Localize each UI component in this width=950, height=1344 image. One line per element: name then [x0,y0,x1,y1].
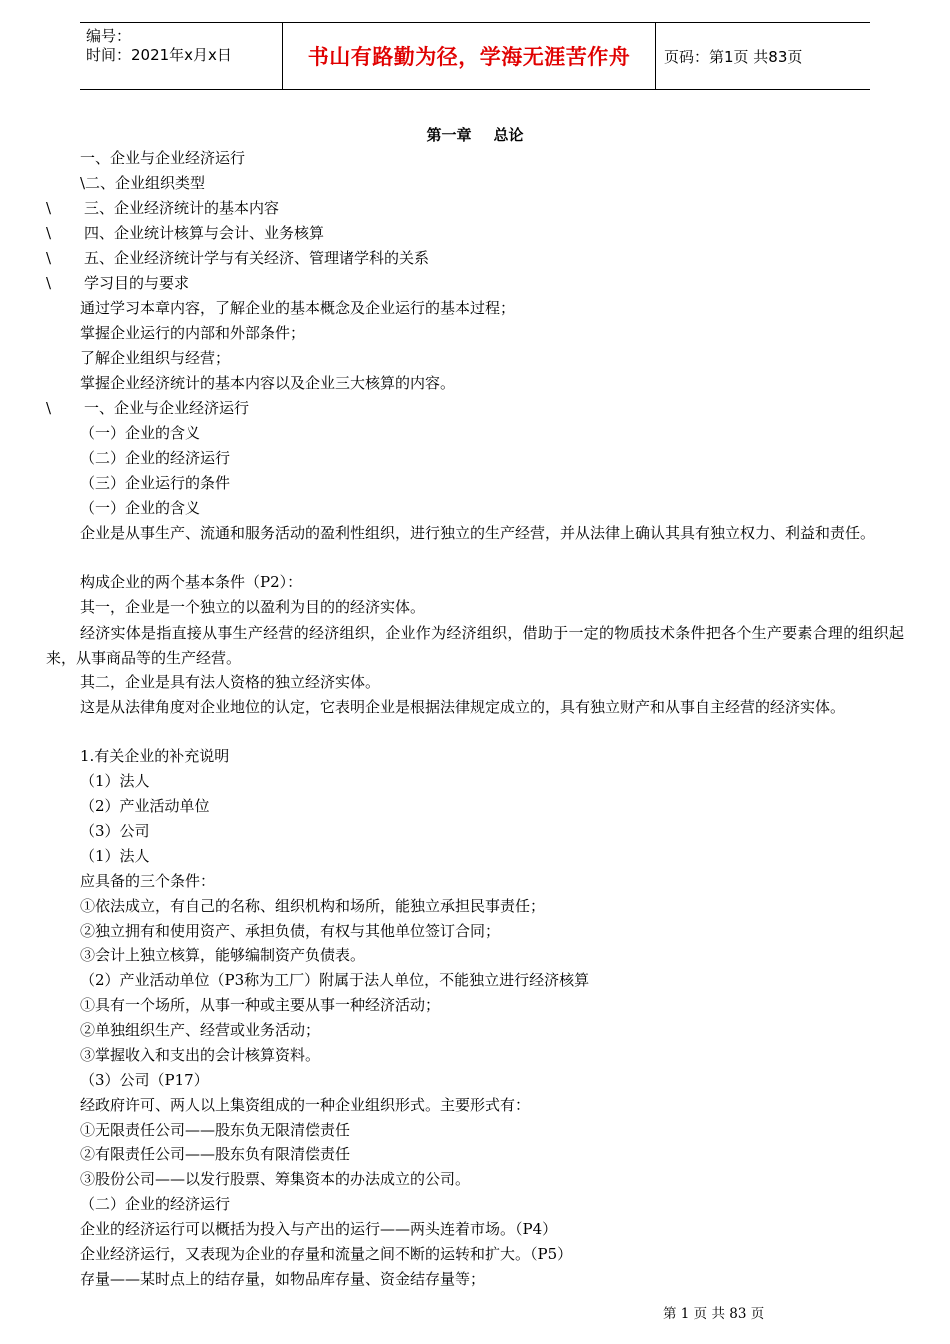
text-line: （3）公司（P17） [80,1071,209,1089]
document-header [80,22,870,90]
text-line: （一）企业的含义 [80,499,201,517]
text-line: 应具备的三个条件： [80,872,216,890]
outline-marker: \ [46,399,52,417]
text-line: （二）企业的经济运行 [80,1195,231,1213]
section-heading: 一、企业与企业经济运行 [84,399,250,417]
text-line: （1）法人 [80,847,150,865]
text-line: ③会计上独立核算，能够编制资产负债表。 [80,946,366,964]
text-line: （1）法人 [80,772,150,790]
text-line: 了解企业组织与经营； [80,349,231,367]
chapter-name: 总论 [493,126,524,144]
paragraph: 这是从法律角度对企业地位的认定，它表明企业是根据法律规定成立的，具有独立财产和从事自主经营的经济实体。 [80,698,846,716]
outline-item: \二、企业组织类型 [80,174,206,192]
text-line: 企业的经济运行可以概括为投入与产出的运行——两头连着市场。（P4） [80,1220,558,1238]
text-line: ②有限责任公司——股东负有限清偿责任 [80,1145,351,1163]
outline-item: 三、企业经济统计的基本内容 [84,199,280,217]
page-footer: 第 1 页 共 83 页 [663,1306,765,1322]
text-line: （2）产业活动单位 [80,797,210,815]
outline-marker: \ [46,224,52,242]
motto: 书山有路勤为径，学海无涯苦作舟 [282,23,656,89]
text-line: ①具有一个场所，从事一种或主要从事一种经济活动； [80,996,441,1014]
text-line: 掌握企业经济统计的基本内容以及企业三大核算的内容。 [80,374,456,392]
text-line: 其一，企业是一个独立的以盈利为目的的经济实体。 [80,598,426,616]
text-line: ①无限责任公司——股东负无限清偿责任 [80,1121,351,1139]
outline-item: 五、企业经济统计学与有关经济、管理诸学科的关系 [84,249,430,267]
text-line: 存量——某时点上的结存量，如物品库存量、资金结存量等； [80,1270,486,1288]
header-left-cell [80,23,282,89]
text-line: （3）公司 [80,822,150,840]
serial-label: 编号： [86,27,132,45]
text-line: （2）产业活动单位（P3称为工厂）附属于法人单位，不能独立进行经济核算 [80,971,590,989]
outline-item: 一、企业与企业经济运行 [80,149,246,167]
text-line: ②单独组织生产、经营或业务活动； [80,1021,321,1039]
text-line: 经政府许可、两人以上集资组成的一种企业组织形式。主要形式有： [80,1096,531,1114]
text-line: 其二，企业是具有法人资格的独立经济实体。 [80,673,381,691]
text-line: （三）企业运行的条件 [80,474,231,492]
paragraph: 企业是从事生产、流通和服务活动的盈利性组织，进行独立的生产经营，并从法律上确认其具有独立权力、利益和责任。 [80,524,876,542]
chapter-title [0,124,950,145]
text-line: ②独立拥有和使用资产、承担负债，有权与其他单位签订合同； [80,922,501,940]
text-line: （二）企业的经济运行 [80,449,231,467]
text-line: ③股份公司——以发行股票、筹集资本的办法成立的公司。 [80,1170,471,1188]
outline-marker: \ [46,274,52,292]
chapter-number: 第一章 [426,126,472,144]
paragraph: 经济实体是指直接从事生产经营的经济组织，企业作为经济组织，借助于一定的物质技术条件把各个生产要素合理的组织起来，从事商品等的生产经营。 [46,624,904,667]
text-line: ③掌握收入和支出的会计核算资料。 [80,1046,321,1064]
text-line: ①依法成立，有自己的名称、组织机构和场所，能独立承担民事责任； [80,897,546,915]
text-line: 构成企业的两个基本条件（P2）： [80,573,303,591]
text-line: 1.有关企业的补充说明 [80,747,230,765]
outline-item: 四、企业统计核算与会计、业务核算 [84,224,325,242]
outline-marker: \ [46,199,52,217]
text-line: 通过学习本章内容，了解企业的基本概念及企业运行的基本过程； [80,299,516,317]
outline-marker: \ [46,249,52,267]
text-line: 掌握企业运行的内部和外部条件； [80,324,306,342]
page-code: 页码：第1页 共83页 [664,47,803,66]
text-line: （一）企业的含义 [80,424,201,442]
time-label: 时间：2021年x月x日 [86,46,232,64]
section-heading: 学习目的与要求 [84,274,190,292]
text-line: 企业经济运行，又表现为企业的存量和流量之间不断的运转和扩大。（P5） [80,1245,573,1263]
